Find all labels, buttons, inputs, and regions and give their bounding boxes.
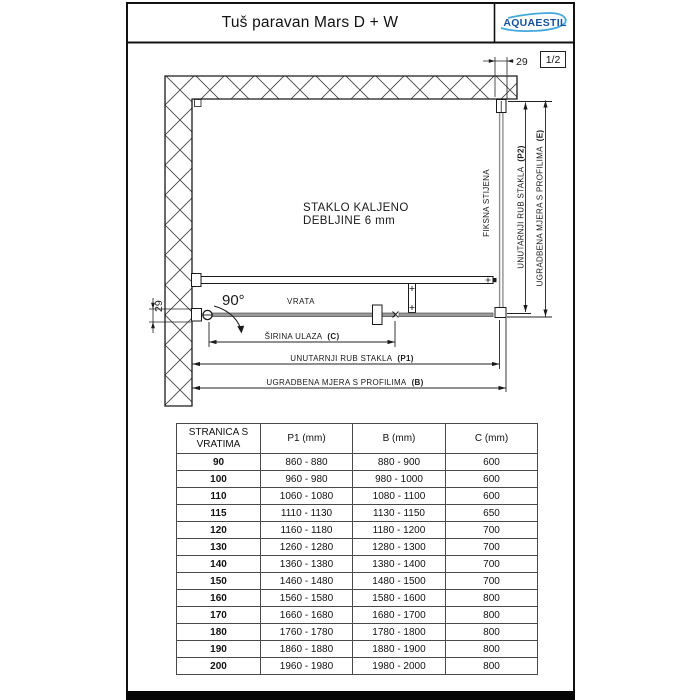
header-stranica-s-vratima: STRANICA S VRATIMA — [177, 424, 261, 454]
cell-size: 150 — [177, 573, 261, 590]
door-swing-arc — [214, 306, 244, 334]
header-b: B (mm) — [353, 424, 446, 454]
table-row — [177, 471, 538, 488]
cell-p1: 860 - 880 — [261, 454, 353, 471]
cell-p1: 1360 - 1380 — [261, 556, 353, 573]
table-row — [177, 522, 538, 539]
table-row — [177, 573, 538, 590]
dim-29-top-value: 29 — [516, 56, 528, 68]
cell-p1: 1960 - 1980 — [261, 658, 353, 675]
table-header-row — [177, 424, 538, 454]
cell-size: 160 — [177, 590, 261, 607]
table-row — [177, 454, 538, 471]
cell-size: 120 — [177, 522, 261, 539]
table-row — [177, 590, 538, 607]
spec-table — [176, 423, 538, 675]
dim-e — [507, 101, 552, 318]
cell-size: 100 — [177, 471, 261, 488]
cell-b: 1130 - 1150 — [353, 505, 446, 522]
cell-c: 800 — [446, 624, 538, 641]
cell-size: 130 — [177, 539, 261, 556]
door-handle — [373, 305, 383, 325]
cell-c: 800 — [446, 590, 538, 607]
door-angle-label: 90° — [222, 292, 245, 309]
page-title: Tuš paravan Mars D + W — [221, 13, 399, 31]
spec-table-body — [177, 454, 538, 675]
cell-b: 980 - 1000 — [353, 471, 446, 488]
header-p1: P1 (mm) — [261, 424, 353, 454]
cell-b: 1080 - 1100 — [353, 488, 446, 505]
cell-c: 700 — [446, 556, 538, 573]
cell-p1: 1560 - 1580 — [261, 590, 353, 607]
rail-wall-bracket — [192, 274, 202, 287]
cell-size: 110 — [177, 488, 261, 505]
cell-b: 1680 - 1700 — [353, 607, 446, 624]
cell-p1: 1260 - 1280 — [261, 539, 353, 556]
table-row — [177, 505, 538, 522]
top-rail — [192, 100, 494, 287]
cell-c: 700 — [446, 539, 538, 556]
table-row — [177, 607, 538, 624]
dim-p2-label: UNUTARNJI RUB STAKLA(P2) — [516, 145, 526, 269]
cell-c: 600 — [446, 488, 538, 505]
cell-b: 1980 - 2000 — [353, 658, 446, 675]
glass-note-line2: DEBLJINE 6 mm — [303, 215, 396, 227]
cell-c: 700 — [446, 522, 538, 539]
table-row — [177, 488, 538, 505]
dim-c-label: ŠIRINA ULAZA (C) — [264, 332, 340, 341]
cell-b: 1380 - 1400 — [353, 556, 446, 573]
cell-p1: 1110 - 1130 — [261, 505, 353, 522]
cell-b: 1280 - 1300 — [353, 539, 446, 556]
table-row — [177, 624, 538, 641]
table-row — [177, 658, 538, 675]
table-row — [177, 556, 538, 573]
brand-logo — [497, 5, 573, 41]
cell-b: 880 - 900 — [353, 454, 446, 471]
cell-c: 800 — [446, 658, 538, 675]
cell-p1: 1060 - 1080 — [261, 488, 353, 505]
cell-size: 170 — [177, 607, 261, 624]
hinge-wall-plate — [192, 309, 202, 322]
cell-size: 200 — [177, 658, 261, 675]
page-number-badge: 1/2 — [540, 51, 566, 68]
table-row — [177, 641, 538, 658]
cell-b: 1580 - 1600 — [353, 590, 446, 607]
door-label: VRATA — [287, 297, 315, 306]
glass-note-line1: STAKLO KALJENO — [303, 202, 409, 214]
cell-p1: 1460 - 1480 — [261, 573, 353, 590]
cell-c: 650 — [446, 505, 538, 522]
cell-c: 600 — [446, 454, 538, 471]
dim-p1-label: UNUTARNJI RUB STAKLA (P1) — [290, 354, 414, 363]
cell-c: 700 — [446, 573, 538, 590]
cell-c: 800 — [446, 607, 538, 624]
cell-p1: 1160 - 1180 — [261, 522, 353, 539]
table-row — [177, 539, 538, 556]
cell-size: 190 — [177, 641, 261, 658]
fixed-panel-label: FIKSNA STIJENA — [482, 169, 491, 237]
cell-size: 180 — [177, 624, 261, 641]
cell-p1: 1760 - 1780 — [261, 624, 353, 641]
dim-29-left-value: 29 — [153, 300, 165, 312]
cell-b: 1180 - 1200 — [353, 522, 446, 539]
cell-size: 90 — [177, 454, 261, 471]
cell-b: 1880 - 1900 — [353, 641, 446, 658]
cell-c: 800 — [446, 641, 538, 658]
corner-bracket — [495, 308, 506, 318]
cell-p1: 960 - 980 — [261, 471, 353, 488]
cell-size: 140 — [177, 556, 261, 573]
cell-b: 1780 - 1800 — [353, 624, 446, 641]
fixed-glass-panel — [492, 100, 506, 318]
connector-post — [409, 284, 416, 313]
cell-p1: 1860 - 1880 — [261, 641, 353, 658]
logo-text: AQUAESTIL — [503, 17, 567, 29]
dim-e-label: UGRADBENA MJERA S PROFILIMA(E) — [535, 129, 545, 287]
cell-p1: 1660 - 1680 — [261, 607, 353, 624]
header-c: C (mm) — [446, 424, 538, 454]
cell-c: 600 — [446, 471, 538, 488]
bottom-bar — [126, 691, 575, 700]
cell-b: 1480 - 1500 — [353, 573, 446, 590]
dim-b-label: UGRADBENA MJERA S PROFILIMA (B) — [266, 378, 424, 387]
cell-size: 115 — [177, 505, 261, 522]
